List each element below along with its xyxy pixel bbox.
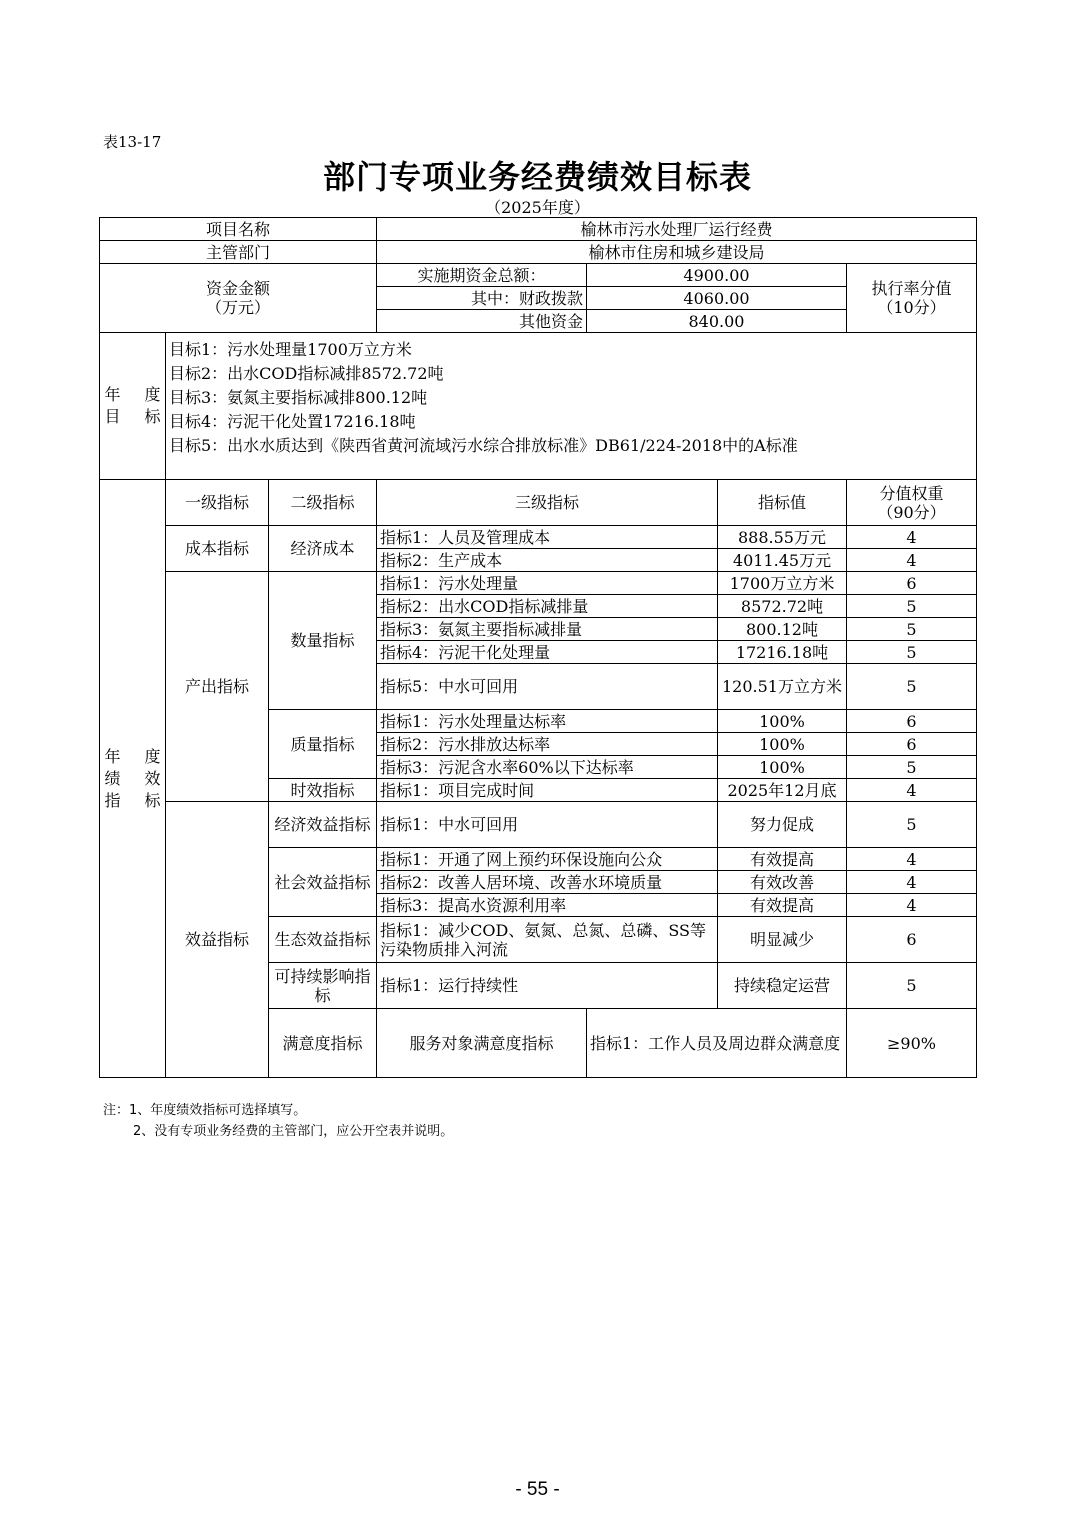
indicator-name: 指标1：污水处理量 [377, 572, 718, 595]
header-level3: 三级指标 [377, 480, 718, 526]
header-weight [847, 480, 977, 526]
header-level2: 二级指标 [269, 480, 377, 526]
funds-total-label: 实施期资金总额： [377, 264, 587, 287]
indicator-weight: 6 [847, 710, 977, 733]
indicator-value: 8572.72吨 [718, 595, 847, 618]
indicator-value: 100% [718, 710, 847, 733]
goal-item: 目标3：氨氮主要指标减排800.12吨 [169, 388, 428, 407]
funds-label: 资金金额 [205, 279, 270, 298]
indicator-value: 120.51万立方米 [718, 664, 847, 710]
indicator-value: 有效提高 [718, 848, 847, 871]
project-name-label: 项目名称 [100, 218, 377, 241]
indicator-name: 指标1：项目完成时间 [377, 779, 718, 802]
indicators-section-label: 年 度绩 效指 标 [104, 746, 161, 810]
level1-benefit: 效益指标 [166, 802, 269, 1078]
indicator-name: 指标2：生产成本 [377, 549, 718, 572]
level2-economic-cost: 经济成本 [269, 526, 377, 572]
level2-sustainable: 可持续影响指标 [269, 963, 377, 1009]
indicator-value: 4011.45万元 [718, 549, 847, 572]
level2-service-satisfaction: 服务对象满意度指标 [377, 1009, 587, 1078]
level1-satisfaction: 满意度指标 [269, 1009, 377, 1078]
indicator-name: 指标3：氨氮主要指标减排量 [377, 618, 718, 641]
exec-rate-cell [847, 264, 977, 333]
notes [103, 1100, 453, 1142]
header-weight-total: （90分） [877, 502, 946, 522]
indicator-value: 17216.18吨 [718, 641, 847, 664]
indicator-name: 指标2：污水排放达标率 [377, 733, 718, 756]
department-value: 榆林市住房和城乡建设局 [377, 241, 977, 264]
goal-item: 目标4：污泥干化处置17216.18吨 [169, 412, 416, 431]
indicator-weight: 5 [847, 595, 977, 618]
indicator-name: 指标4：污泥干化处理量 [377, 641, 718, 664]
annual-goals-label-cell [100, 333, 166, 480]
table-number: 表13-17 [103, 133, 162, 151]
indicator-name: 指标1：开通了网上预约环保设施向公众 [377, 848, 718, 871]
indicator-weight: 6 [847, 917, 977, 963]
indicator-weight: 5 [847, 802, 977, 848]
note-item: 注：1、年度绩效指标可选择填写。 [103, 1103, 307, 1118]
indicator-value: ≥90% [847, 1009, 977, 1078]
annual-goals-content [166, 333, 977, 480]
level1-cost: 成本指标 [166, 526, 269, 572]
indicator-value: 明显减少 [718, 917, 847, 963]
indicator-name: 指标1：污水处理量达标率 [377, 710, 718, 733]
indicator-name: 指标5：中水可回用 [377, 664, 718, 710]
level1-output: 产出指标 [166, 572, 269, 802]
level2-timeliness: 时效指标 [269, 779, 377, 802]
page-number: - 55 - [515, 1479, 560, 1500]
indicator-value: 有效提高 [718, 894, 847, 917]
level2-social-benefit: 社会效益指标 [269, 848, 377, 917]
indicator-weight: 5 [847, 963, 977, 1009]
indicator-name: 指标1：工作人员及周边群众满意度 [587, 1009, 847, 1078]
exec-rate-score: （10分） [877, 298, 946, 317]
indicator-value: 努力促成 [718, 802, 847, 848]
funds-label-cell [100, 264, 377, 333]
header-level1: 一级指标 [166, 480, 269, 526]
indicator-value: 有效改善 [718, 871, 847, 894]
department-label: 主管部门 [100, 241, 377, 264]
goal-item: 目标5：出水水质达到《陕西省黄河流域污水综合排放标准》DB61/224-2018中的A标准 [169, 436, 798, 455]
level2-quality: 质量指标 [269, 710, 377, 779]
indicator-weight: 5 [847, 641, 977, 664]
funds-other-value: 840.00 [587, 310, 847, 333]
indicator-name: 指标1：减少COD、氨氮、总氮、总磷、SS等污染物质排入河流 [377, 917, 718, 963]
funds-fiscal-label: 其中：财政拨款 [377, 287, 587, 310]
funds-other-label: 其他资金 [377, 310, 587, 333]
indicator-weight: 4 [847, 549, 977, 572]
indicator-name: 指标2：出水COD指标减排量 [377, 595, 718, 618]
indicator-weight: 4 [847, 779, 977, 802]
exec-rate-label: 执行率分值 [871, 279, 952, 298]
indicator-value: 2025年12月底 [718, 779, 847, 802]
indicator-weight: 4 [847, 526, 977, 549]
indicator-weight: 4 [847, 871, 977, 894]
level2-ecological-benefit: 生态效益指标 [269, 917, 377, 963]
indicator-weight: 6 [847, 733, 977, 756]
level2-quantity: 数量指标 [269, 572, 377, 710]
indicator-value: 1700万立方米 [718, 572, 847, 595]
funds-total-value: 4900.00 [587, 264, 847, 287]
indicator-weight: 5 [847, 618, 977, 641]
indicator-value: 800.12吨 [718, 618, 847, 641]
indicator-name: 指标3：污泥含水率60%以下达标率 [377, 756, 718, 779]
indicator-weight: 5 [847, 664, 977, 710]
project-name-value: 榆林市污水处理厂运行经费 [377, 218, 977, 241]
performance-table [99, 217, 977, 1078]
indicator-name: 指标1：中水可回用 [377, 802, 718, 848]
indicator-value: 100% [718, 733, 847, 756]
indicator-value: 888.55万元 [718, 526, 847, 549]
indicator-name: 指标1：运行持续性 [377, 963, 718, 1009]
indicator-weight: 6 [847, 572, 977, 595]
header-value: 指标值 [718, 480, 847, 526]
funds-unit: （万元） [205, 298, 270, 317]
goal-item: 目标1：污水处理量1700万立方米 [169, 340, 412, 359]
indicator-name: 指标1：人员及管理成本 [377, 526, 718, 549]
note-item: 2、没有专项业务经费的主管部门，应公开空表并说明。 [133, 1124, 454, 1139]
goal-item: 目标2：出水COD指标减排8572.72吨 [169, 364, 444, 383]
document-year: （2025年度） [485, 198, 590, 217]
indicator-value: 100% [718, 756, 847, 779]
funds-fiscal-value: 4060.00 [587, 287, 847, 310]
indicator-name: 指标3：提高水资源利用率 [377, 894, 718, 917]
level2-economic-benefit: 经济效益指标 [269, 802, 377, 848]
header-weight-label: 分值权重 [879, 483, 944, 503]
indicator-weight: 4 [847, 848, 977, 871]
document-title: 部门专项业务经费绩效目标表 [322, 158, 752, 196]
annual-goals-label: 年 度目 标 [104, 385, 161, 426]
indicator-name: 指标2：改善人居环境、改善水环境质量 [377, 871, 718, 894]
indicator-weight: 4 [847, 894, 977, 917]
indicator-weight: 5 [847, 756, 977, 779]
indicator-value: 持续稳定运营 [718, 963, 847, 1009]
indicators-section-label-cell [100, 480, 166, 1078]
